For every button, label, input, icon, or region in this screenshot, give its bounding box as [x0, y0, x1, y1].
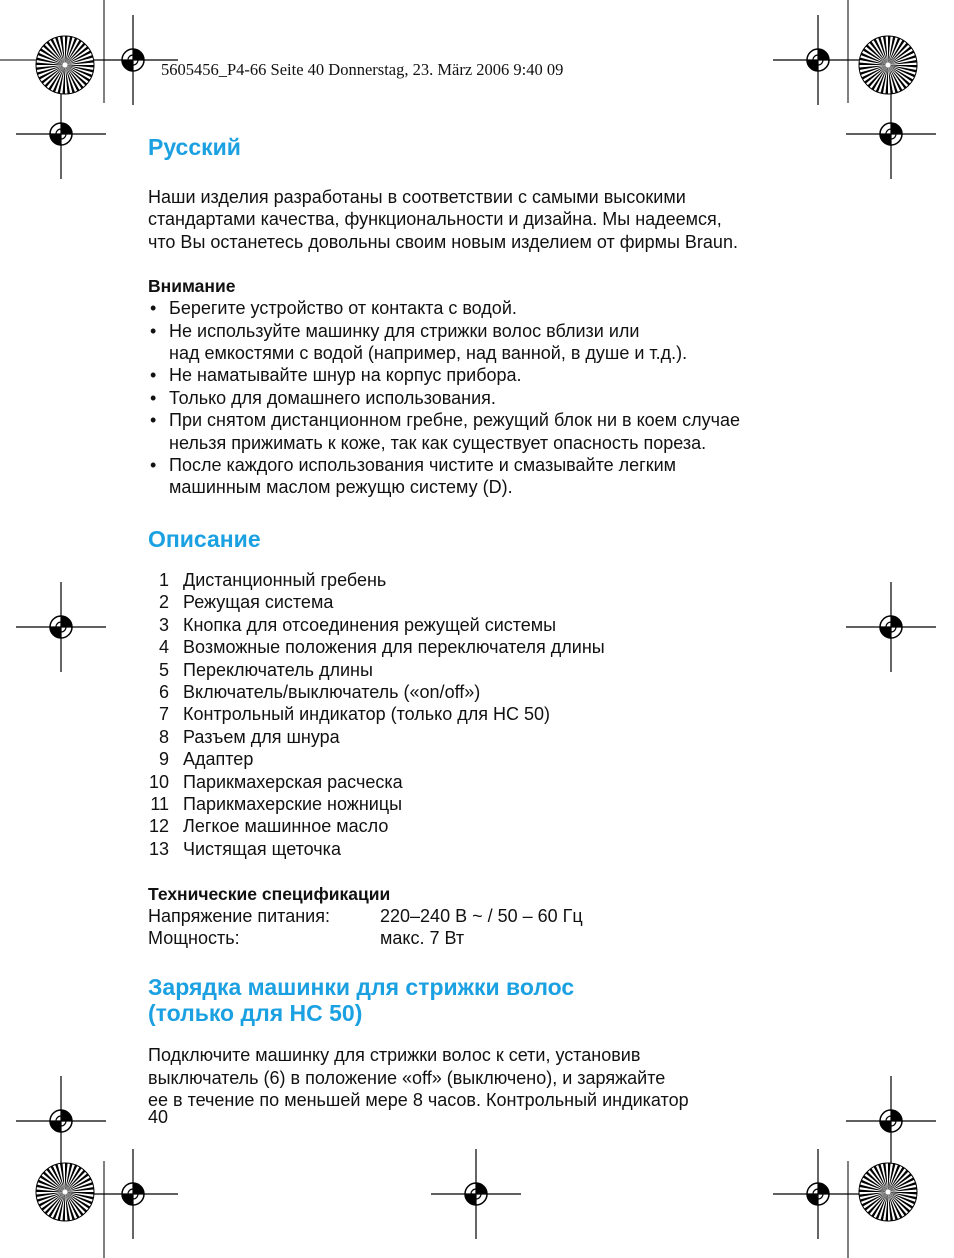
starburst-mark [36, 36, 94, 94]
charging-line: Подключите машинку для стрижки волос к сети, установив [148, 1045, 641, 1066]
spec-value: 220–240 В ~ / 50 – 60 Гц [380, 906, 583, 927]
caution-item: • Только для домашнего использования. [148, 387, 828, 409]
starburst-mark [859, 1163, 917, 1221]
intro-paragraph [148, 186, 828, 253]
parts-list-item: 10 Парикмахерская расческа [148, 771, 403, 792]
parts-list-item: 8 Разъем для шнура [158, 726, 340, 747]
caution-item: • Не используйте машинку для стрижки волос вблизи или над емкостями с водой (например, над ванной, в душе и т.д.). [148, 320, 828, 365]
parts-list-item: 12 Легкое машинное масло [148, 816, 389, 837]
parts-list-item: 9 Адаптер [158, 749, 254, 770]
caution-item: • При снятом дистанционном гребне, режущий блок ни в коем случае нельзя прижимать к коже, так как существует опасность пореза. [148, 409, 828, 454]
tech-spec-row [148, 927, 828, 949]
parts-list-item: 1 Дистанционный гребень [158, 569, 387, 590]
print-header: 5605456_P4-66 Seite 40 Donnerstag, 23. März 2006 9:40 09 [161, 60, 564, 79]
caution-item: • Не наматывайте шнур на корпус прибора. [148, 364, 828, 386]
intro-line: стандартами качества, функциональности и дизайна. Мы надеемся, [148, 209, 722, 230]
parts-list-item: 5 Переключатель длины [158, 659, 373, 680]
starburst-mark [36, 1163, 94, 1221]
parts-list-item: 4 Возможные положения для переключателя длины [158, 637, 605, 658]
spec-label: Мощность: [148, 928, 240, 949]
starburst-mark [859, 36, 917, 94]
charging-line: выключатель (6) в положение «off» (выключено), и заряжайте [148, 1067, 666, 1088]
tech-spec-row [148, 905, 828, 927]
caution-item: • После каждого использования чистите и смазывайте легким машинным маслом режущю систему (D). [148, 454, 828, 499]
tech-spec-table [148, 905, 828, 949]
parts-list-item: 6 Включатель/выключатель («on/off») [158, 681, 481, 702]
page-number: 40 [148, 1107, 169, 1127]
caution-list [148, 297, 828, 499]
spec-label: Напряжение питания: [148, 906, 330, 927]
parts-list-item: 3 Кнопка для отсоединения режущей системы [158, 614, 557, 635]
section-title-description: Описание [148, 525, 261, 552]
parts-list-item: 2 Режущая система [158, 592, 334, 613]
spec-value: макс. 7 Вт [380, 928, 465, 949]
charging-line: ее в течение по меньшей мере 8 часов. Контрольный индикатор [148, 1089, 689, 1110]
section-title-charging: Зарядка машинки для стрижки волос (только для HC 50) [148, 974, 575, 1027]
intro-line: что Вы останетесь довольны своим новым изделием от фирмы Braun. [148, 231, 738, 252]
parts-list-item: 7 Контрольный индикатор (только для HC 50) [158, 704, 551, 725]
caution-heading: Внимание [148, 276, 236, 297]
caution-item: • Берегите устройство от контакта с водой. [148, 297, 828, 319]
parts-list [148, 569, 828, 860]
tech-spec-heading: Технические спецификации [148, 884, 391, 905]
parts-list-item: 13 Чистящая щеточка [148, 838, 341, 859]
section-title-russian: Русский [148, 134, 241, 160]
intro-line: Наши изделия разработаны в соответствии с самыми высокими [148, 187, 686, 207]
charging-paragraph [148, 1044, 828, 1111]
page-content [148, 134, 828, 1111]
parts-list-item: 11 Парикмахерские ножницы [150, 793, 403, 814]
